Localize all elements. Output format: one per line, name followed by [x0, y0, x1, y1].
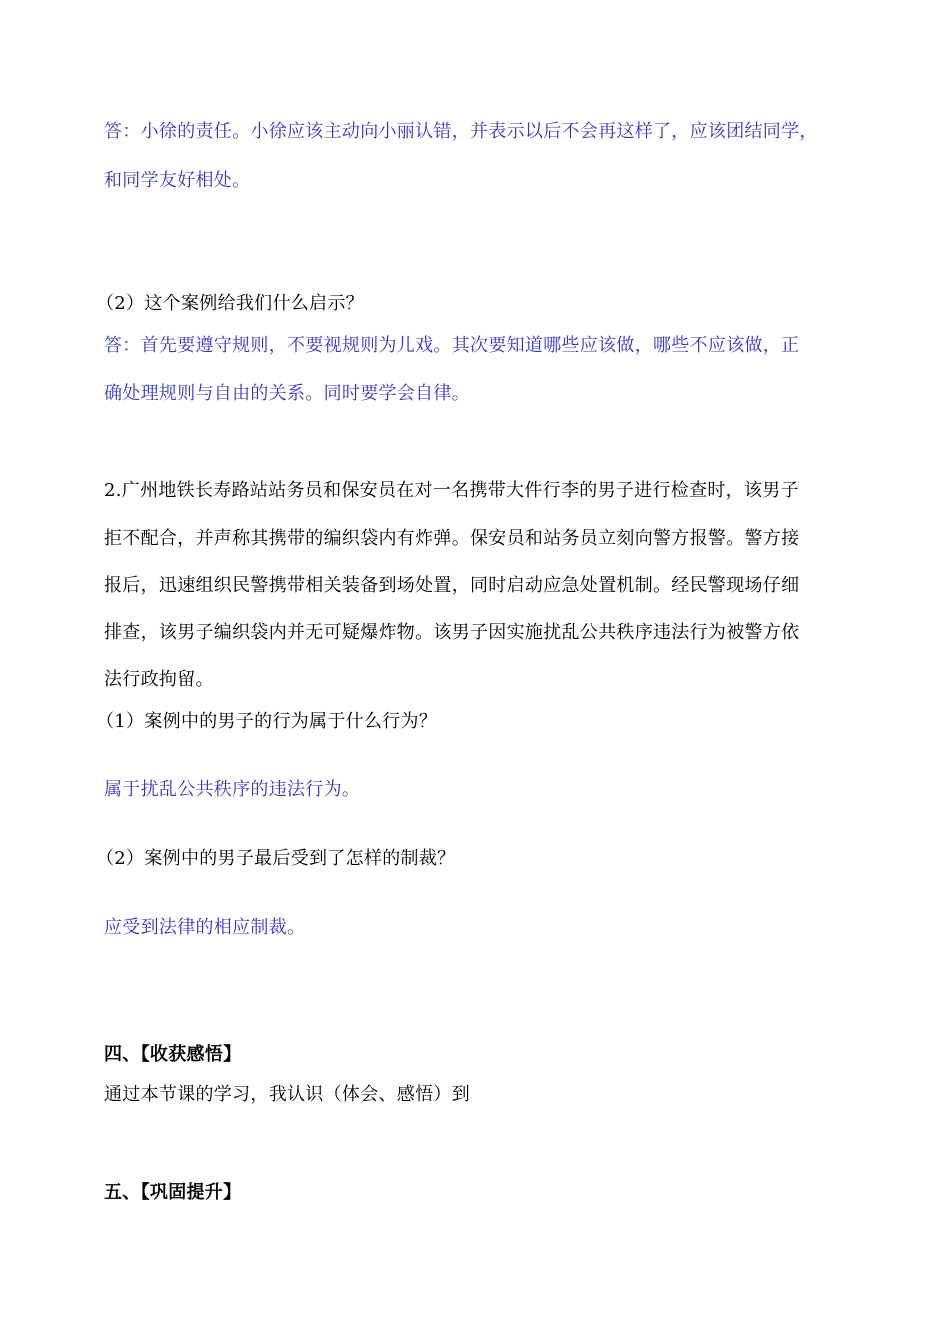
section-4-heading: 四、【收获感悟】 [104, 1044, 242, 1065]
case-2-answer-1: 属于扰乱公共秩序的违法行为。 [104, 779, 361, 800]
answer-1-line-1: 答：小徐的责任。小徐应该主动向小丽认错，并表示以后不会再这样了，应该团结同学， [104, 121, 818, 142]
answer-2-line-1: 答：首先要遵守规则，不要视规则为儿戏。其次要知道哪些应该做，哪些不应该做，正 [104, 335, 800, 356]
case-2-question-2: （2）案例中的男子最后受到了怎样的制裁？ [96, 848, 456, 869]
case-2-question-1: （1）案例中的男子的行为属于什么行为？ [96, 711, 438, 732]
case-2-line-2: 拒不配合，并声称其携带的编织袋内有炸弹。保安员和站务员立刻向警方报警。警方接 [104, 528, 800, 549]
case-2-line-1: 2.广州地铁长寿路站站务员和保安员在对一名携带大件行李的男子进行检查时，该男子 [104, 480, 799, 501]
answer-2-line-2: 确处理规则与自由的关系。同时要学会自律。 [104, 383, 470, 404]
case-2-line-3: 报后，迅速组织民警携带相关装备到场处置，同时启动应急处置机制。经民警现场仔细 [104, 575, 800, 596]
case-2-line-4: 排查，该男子编织袋内并无可疑爆炸物。该男子因实施扰乱公共秩序违法行为被警方依 [104, 622, 800, 643]
case-2-line-5: 法行政拘留。 [104, 669, 214, 690]
answer-1-line-2: 和同学友好相处。 [104, 170, 251, 191]
section-5-heading: 五、【巩固提升】 [104, 1182, 242, 1203]
question-2: （2）这个案例给我们什么启示？ [96, 293, 364, 314]
section-4-prompt: 通过本节课的学习，我认识（体会、感悟）到 [104, 1084, 470, 1105]
case-2-answer-2: 应受到法律的相应制裁。 [104, 917, 306, 938]
